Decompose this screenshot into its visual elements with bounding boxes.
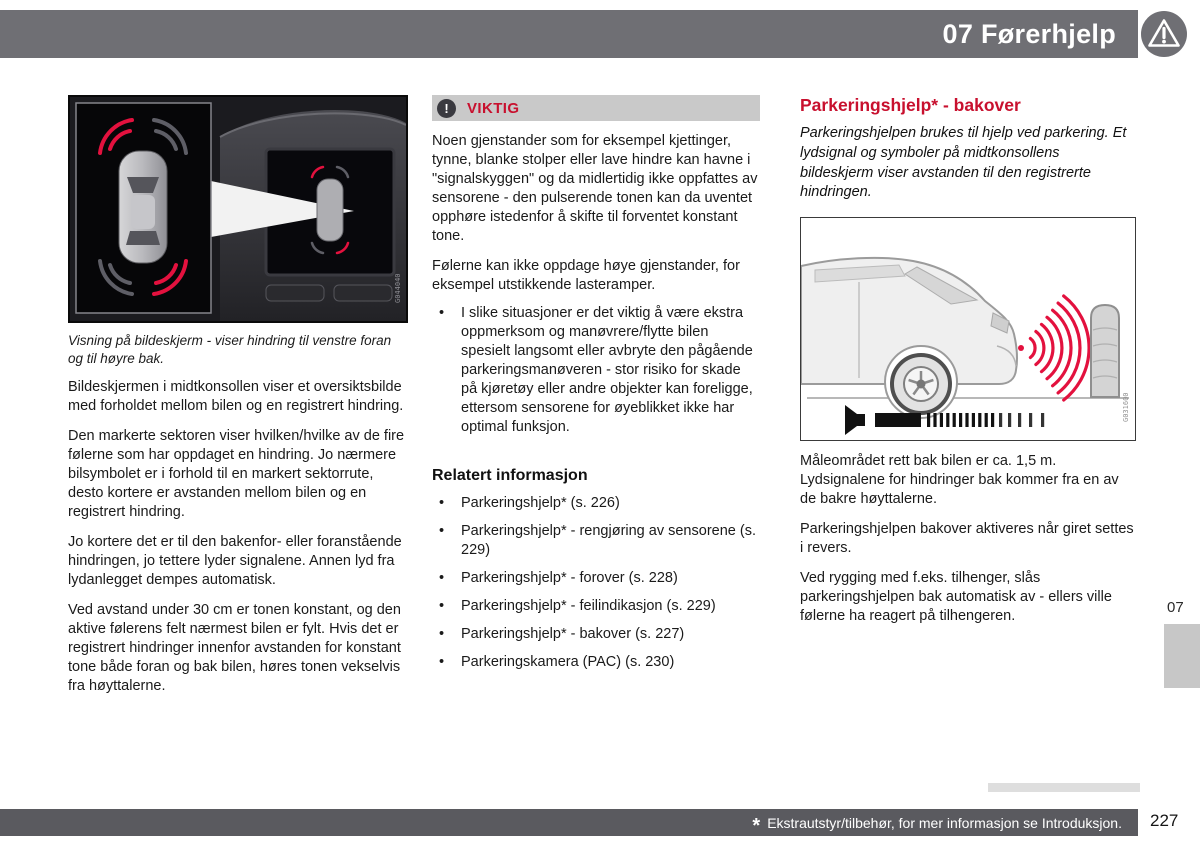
chapter-side-tab — [1164, 624, 1200, 688]
related-info-list — [432, 494, 760, 672]
paragraph: Den markerte sektoren viser hvilken/hvilke av de fire følerne som har oppdaget en hindring. Jo nærmere bilsymbolet er i forhold til en markert sektorrute, desto kortere er avstanden mellom bilen og en registrert hindring. — [68, 428, 405, 520]
paragraph: Følerne kan ikke oppdage høye gjenstander, for eksempel utstikkende lasteramper. — [432, 257, 740, 293]
display-screen-figure — [68, 95, 408, 323]
decorative-strip — [988, 783, 1140, 792]
lead-paragraph: Parkeringshjelpen brukes til hjelp ved parkering. Et lydsignal og symboler på midtkonsollens bildeskjerm viser avstanden til den registrerte hindringen. — [800, 125, 1127, 201]
paragraph: Måleområdet rett bak bilen er ca. 1,5 m. Lydsignalene for hindringer bak kommer fra en av de bakre høyttalerne. — [800, 453, 1119, 507]
chapter-side-tab-label: 07 — [1167, 599, 1184, 616]
stone-pillar — [1091, 305, 1119, 397]
middle-column — [432, 95, 760, 672]
important-box-title: VIKTIG — [467, 99, 520, 117]
list-item: • Parkeringshjelp* - feilindikasjon (s. 229) — [432, 597, 760, 616]
footer-note: Ekstrautstyr/tilbehør, for mer informasjon se Introduksjon. — [767, 814, 1122, 831]
footer-bar: * Ekstrautstyr/tilbehør, for mer informasjon se Introduksjon. — [0, 809, 1138, 836]
exclamation-circle-icon: ! — [437, 99, 456, 118]
list-item: • Parkeringshjelp* - bakover (s. 227) — [432, 625, 760, 644]
chapter-header-bar — [0, 10, 1138, 58]
constant-tone-bar — [875, 413, 921, 427]
paragraph: Ved avstand under 30 cm er tonen konstant, og den aktive følerens felt nærmest bilen er fylt. Hvis det er registrert hindringer innenfor avstanden for konstant tone både foran og bak bilen, høres tonen vekselvis fra høyttalerne. — [68, 601, 401, 694]
list-item: • Parkeringshjelp* (s. 226) — [432, 494, 760, 513]
list-item: • Parkeringshjelp* - forover (s. 228) — [432, 569, 760, 588]
warning-triangle-icon — [1139, 9, 1189, 59]
figure-caption: Visning på bildeskjerm - viser hindring til venstre foran og til høyre bak. — [68, 333, 392, 366]
paragraph: Bildeskjermen i midtkonsollen viser et oversiktsbilde med forholdet mellom bilen og en registrert hindring. — [68, 379, 404, 415]
list-item: • Parkeringskamera (PAC) (s. 230) — [432, 653, 760, 672]
paragraph: Parkeringshjelpen bakover aktiveres når giret settes i revers. — [800, 520, 1134, 556]
important-box — [432, 95, 760, 437]
paragraph: Noen gjenstander som for eksempel kjettinger, tynne, blanke stolper eller lave hindre kan havne i "signalskyggen" og da midlertidig ikke oppfattes av sensorene - den pulserende tonen kan da uventet opphøre istedenfor å skifte til forventet konstant tone. — [432, 133, 758, 244]
display-screen-photo — [70, 97, 406, 321]
paragraph: Ved rygging med f.eks. tilhenger, slås parkeringshjelpen bak automatisk av - ellers ville følerne ha reagert på tilhengeren. — [800, 569, 1112, 624]
important-box-header — [432, 95, 760, 121]
list-item: • I slike situasjoner er det viktig å være ekstra oppmerksom og manøvrere/flytte bilen spesielt langsomt eller avbryte den pågående parkeringsmanøveren - stor risiko for skade på kjøretøy eller andre objekter kan foreligge, ettersom sensorene for øyeblikket ikke har optimal funksjon. — [432, 304, 760, 437]
section-title: Parkeringshjelp* - bakover — [800, 95, 1021, 115]
rear-parking-figure — [800, 217, 1136, 441]
figure-code: G044040 — [394, 273, 402, 303]
figure-code: G031600 — [1122, 392, 1130, 422]
related-info-heading: Relatert informasjon — [432, 466, 588, 484]
left-column — [68, 95, 408, 696]
chapter-title: 07 Førerhjelp — [942, 18, 1116, 49]
right-column — [800, 95, 1136, 626]
list-item: • Parkeringshjelp* - rengjøring av sensorene (s. 229) — [432, 522, 760, 560]
rear-parking-illustration — [801, 218, 1135, 440]
paragraph: Jo kortere det er til den bakenfor- eller foranstående hindringen, jo tettere lyder signalene. Annen lyd fra lydanlegget dempes automatisk. — [68, 533, 402, 588]
page-number: 227 — [1150, 811, 1179, 830]
zoomed-display-inset — [76, 103, 211, 313]
